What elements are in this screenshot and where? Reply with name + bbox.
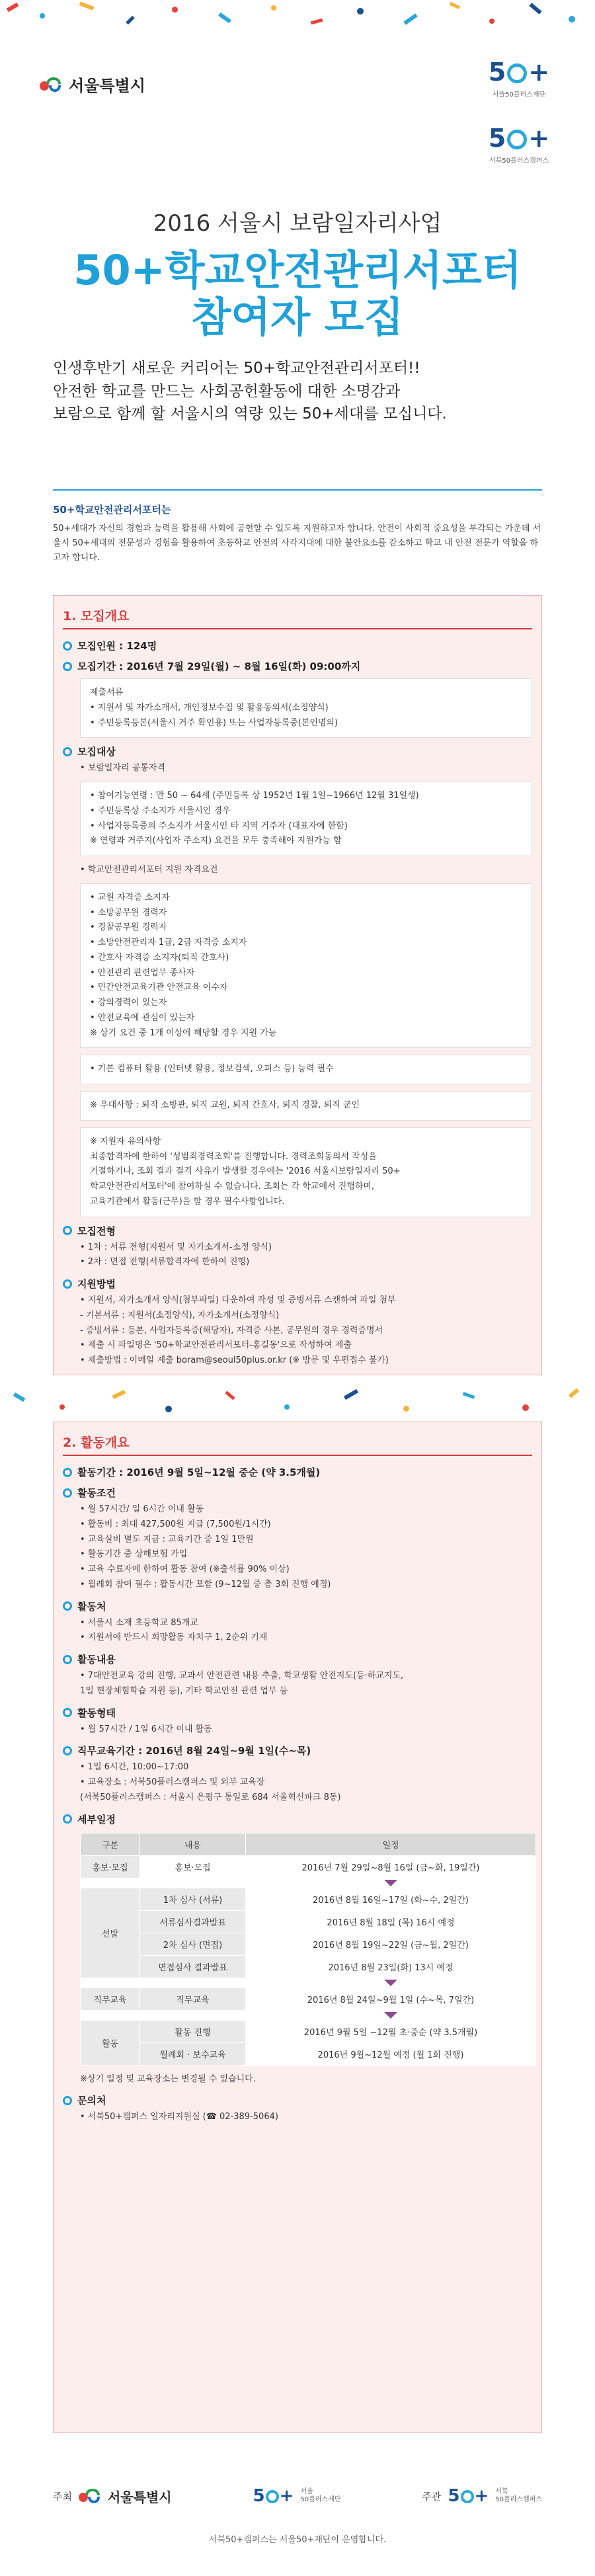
notice-line: ※ 지원자 유의사항 <box>90 1136 161 1147</box>
footer-logos <box>53 2486 542 2506</box>
header <box>0 53 595 185</box>
circle-bullet-icon <box>63 1708 72 1717</box>
mid-decoration <box>0 1382 595 1422</box>
documents-title: 제출서류 <box>90 688 124 698</box>
top-decoration <box>0 0 595 40</box>
condition-title: 활동조건 <box>63 1486 532 1500</box>
footer-note: 서북50+캠퍼스는 서울50+재단이 운영합니다. <box>208 2535 387 2545</box>
section-heading: 1. 모집개요 <box>63 606 532 629</box>
circle-bullet-icon <box>63 641 72 651</box>
form-title: 활동형태 <box>63 1706 532 1720</box>
seoul-logo <box>40 73 145 96</box>
organizer-label: 주관 <box>422 2490 442 2503</box>
foundation-group <box>253 2486 341 2506</box>
circle-bullet-icon <box>63 1279 72 1289</box>
list-item: • 주민등록상 주소지가 서울시인 경우 <box>90 805 231 816</box>
table-header-row <box>81 1833 536 1855</box>
intro-line: 안전한 학교를 만드는 사회공헌활동에 대한 소명감과 <box>53 382 401 400</box>
list-item: • 활동기간 중 상해보험 가입 <box>80 1549 188 1560</box>
apply-list <box>63 1293 532 1369</box>
special-sub: • 학교안전관리서포터 지원 자격요건 <box>80 865 218 875</box>
list-item: • 활동비 : 최대 427,500원 지급 (7,500원/1시간) <box>80 1519 271 1529</box>
down-arrow-icon <box>384 1980 397 1986</box>
circle-bullet-icon <box>63 1814 72 1824</box>
documents-box <box>80 678 532 738</box>
table-row <box>81 1888 536 1910</box>
circle-bullet-icon <box>63 747 72 756</box>
list-item: (서북50플러스캠퍼스 : 서울시 은평구 통일로 684 서울혁신파크 8동) <box>80 1792 341 1802</box>
intro-line: 보람으로 함께 할 서울시의 역량 있는 50+세대를 모십니다. <box>53 405 447 423</box>
table-cell: 선발 <box>81 1888 140 1978</box>
table-cell: 면접심사 결과발표 <box>140 1955 246 1978</box>
list-item: • 서울시 소재 초등학교 85개교 <box>80 1617 198 1628</box>
table-cell: 2016년 8월 19일~22일 (금~월, 2일간) <box>246 1933 536 1955</box>
circle-bullet-icon <box>63 1655 72 1664</box>
table-cell: 2차 심사 (면접) <box>140 1933 246 1955</box>
seoul-logo-text: 서울특별시 <box>69 77 145 95</box>
table-cell: 월례회 · 보수교육 <box>140 2042 246 2065</box>
table-cell: 서류심사결과발표 <box>140 1910 246 1933</box>
table-cell: 활동 진행 <box>140 2020 246 2042</box>
table-cell: 활동 <box>81 2020 140 2065</box>
table-cell: 1차 심사 (서류) <box>140 1888 246 1910</box>
notice-line: 학교안전관리서포터'에 참여하실 수 없습니다. 조회는 각 학교에서 진행하며, <box>90 1182 375 1191</box>
seoul-emblem-icon <box>79 2487 101 2505</box>
list-item: • 교육 수료자에 한하여 활동 참여 (※출석률 90% 이상) <box>80 1564 290 1574</box>
circle-bullet-icon <box>63 1746 72 1755</box>
activity-period: 활동기간 : 2016년 9월 5일~12월 중순 (약 3.5개월) <box>63 1465 532 1479</box>
schedule-title: 세부일정 <box>63 1812 532 1826</box>
list-item: • 소방안전관리자 1급, 2급 자격증 소지자 <box>90 938 247 947</box>
list-item: • 월례회 참여 필수 : 활동시간 포함 (9~12월 중 총 3회 진행 예정) <box>80 1579 331 1590</box>
education-list <box>63 1760 532 1805</box>
foundation-sub: 서울 50플러스재단 <box>300 2488 341 2503</box>
divider <box>53 489 542 491</box>
page-title-line-2: 참여자 모집 <box>191 293 404 342</box>
arrow-row <box>81 2010 536 2020</box>
table-cell: 2016년 8월 24일~9월 1일 (수~목, 7일간) <box>246 1988 536 2010</box>
list-item: • 7대안전교육 강의 진행, 교과서 안전관련 내용 추출, 학교생활 안전지도(등·하교지도, <box>80 1671 404 1681</box>
condition-list <box>63 1502 532 1593</box>
host-name: 서울특별시 <box>107 2489 172 2505</box>
campus-logo <box>483 126 555 165</box>
special-qualification-box <box>80 883 532 1049</box>
table-row <box>81 1910 536 1933</box>
common-qualification-box <box>80 782 532 856</box>
target-sub: • 보람일자리 공통자격 <box>80 763 165 774</box>
table-cell: 직무교육 <box>81 1988 140 2010</box>
table-cell: 2016년 8월 18일 (목) 16시 예정 <box>246 1910 536 1933</box>
campus-logo-sub: 서북50플러스캠퍼스 <box>489 157 549 165</box>
schedule-table <box>80 1833 536 2066</box>
foundation-logo-sub: 서울50플러스재단 <box>492 91 546 99</box>
title-block <box>0 205 595 341</box>
arrow-row <box>81 1878 536 1888</box>
list-item: • 제출 시 파일명은 '50+학교안전관리서포터-홍길동'으로 작성하여 제출 <box>80 1340 352 1351</box>
host-group <box>53 2487 172 2506</box>
list-item: • 간호사 자격증 소지자(퇴직 간호사) <box>90 952 229 963</box>
table-cell: 2016년 9월 5일 ~12월 초·중순 (약 3.5개월) <box>246 2020 536 2042</box>
schedule-note: ※상기 일정 및 교육장소는 변경될 수 있습니다. <box>80 2073 256 2084</box>
priority-box: ※ 우대사항 : 퇴직 소방관, 퇴직 교원, 퇴직 간호사, 퇴직 경찰, 퇴직 군인 <box>80 1091 532 1121</box>
intro-line: 인생후반기 새로운 커리어는 50+학교안전관리서포터!! <box>53 360 420 377</box>
host-label: 주최 <box>53 2490 72 2503</box>
process-list <box>63 1240 532 1271</box>
circle-bullet-icon <box>63 2096 72 2105</box>
section-heading: 2. 활동개요 <box>63 1433 532 1456</box>
list-item: • 소방공무원 경력자 <box>90 907 167 918</box>
circle-bullet-icon <box>63 1488 72 1498</box>
computer-skill-box: • 기본 컴퓨터 활용 (인터넷 활용, 정보검색, 오피스 등) 능력 필수 <box>80 1055 532 1084</box>
place-title: 활동처 <box>63 1599 532 1613</box>
activity-overview-box <box>53 1422 542 2433</box>
form-list <box>63 1722 532 1738</box>
table-cell: 홍보·모집 <box>140 1855 246 1878</box>
about-text: 50+세대가 자신의 경험과 능력을 활용해 사회에 공헌할 수 있도록 지원하고자 합니다. 안전이 사회적 중요성을 부각되는 가운데 서울시 50+세대의 전문성과 경험을 활용하여 초등학교 안전의 사각지대에 대한 불안요소를 감소하고 학교 내 안전 전문가 역할을 하고자 합니다. <box>53 524 541 563</box>
list-item: • 지원서에 반드시 희망활동 자치구 1, 2순위 기재 <box>80 1632 268 1643</box>
list-item: - 증빙서류 : 등본, 사업자등록증(해당자), 자격증 사본, 공무원의 경우 경력증명서 <box>80 1325 383 1336</box>
list-item: • 지원서 및 자가소개서, 개인정보수집 및 활용동의서(소정양식) <box>90 702 329 713</box>
seoul-emblem-icon <box>40 76 62 93</box>
list-item: • 주민등록등본(서울시 거주 확인용) 또는 사업자등록증(본인명의) <box>90 717 338 728</box>
contact-info: • 서북50+캠퍼스 일자리지원실 (☎ 02-389-5064) <box>80 2112 278 2122</box>
circle-bullet-icon <box>63 1468 72 1477</box>
down-arrow-icon <box>384 1880 397 1886</box>
list-item: • 제출방법 : 이메일 제출 boram@seoul50plus.or.kr (※ 방문 및 우편접수 불가) <box>80 1355 389 1365</box>
recruit-count: 모집인원 : 124명 <box>63 639 532 653</box>
contact-title: 문의처 <box>63 2093 532 2107</box>
list-item: • 사업자등록증의 주소지가 서울시인 타 지역 거주자 (대표자에 한함) <box>90 821 348 831</box>
list-item: • 교육실비 별도 지급 : 교육기간 중 1일 1만원 <box>80 1534 254 1545</box>
footer <box>0 2460 595 2576</box>
list-item: • 지원서, 자가소개서 양식(첨부파일) 다운하여 작성 및 증빙서류 스캔하여 파일 첨부 <box>80 1295 396 1305</box>
table-row <box>81 1955 536 1978</box>
table-row <box>81 1933 536 1955</box>
target-title: 모집대상 <box>63 745 532 758</box>
table-row <box>81 1855 536 1878</box>
education-title: 직무교육기간 : 2016년 8월 24일~9월 1일(수~목) <box>63 1744 532 1757</box>
page-title-line-1: 50+학교안전관리서포터 <box>73 246 522 294</box>
page-title <box>0 247 595 341</box>
table-row <box>81 2020 536 2042</box>
notice-box <box>80 1127 532 1217</box>
content-list <box>63 1669 532 1699</box>
table-cell: 2016년 7월 29일~8월 16일 (금~화, 19일간) <box>246 1855 536 1878</box>
list-item: • 민간안전교육기관 안전교육 이수자 <box>90 983 228 993</box>
list-item: - 기본서류 : 지원서(소정양식), 자가소개서(소정양식) <box>80 1310 280 1320</box>
content-title: 활동내용 <box>63 1652 532 1666</box>
table-cell: 2016년 9월~12월 예정 (월 1회 진행) <box>246 2042 536 2065</box>
list-item: • 월 57시간 / 1일 6시간 이내 활동 <box>80 1724 212 1734</box>
title-year: 2016 서울시 보람일자리사업 <box>153 210 442 237</box>
list-item: ※ 연령과 거주지(사업자 주소지) 요건을 모두 충족해야 지원가능 함 <box>90 836 342 846</box>
table-cell: 홍보·모집 <box>81 1855 140 1878</box>
list-item: • 1차 : 서류 전형(지원서 및 자가소개서-소정 양식) <box>80 1242 272 1252</box>
table-cell: 2016년 8월 23일(화) 13시 예정 <box>246 1955 536 1978</box>
plus-logo-mark: 5 + <box>488 58 550 87</box>
list-item: • 경찰공무원 경력자 <box>90 922 167 933</box>
organizer-sub: 서북 50플러스캠퍼스 <box>495 2488 542 2503</box>
notice-line: 최종합격자에 한하여 '성범죄경력조회'를 진행합니다. 경력조회동의서 작성을 <box>90 1151 377 1162</box>
about-section <box>53 503 542 565</box>
apply-title: 지원방법 <box>63 1277 532 1291</box>
down-arrow-icon <box>384 2012 397 2019</box>
arrow-row <box>81 1978 536 1988</box>
table-header: 구분 <box>81 1833 140 1855</box>
circle-bullet-icon <box>63 662 72 671</box>
list-item: • 월 57시간/ 일 6시간 이내 활동 <box>80 1504 204 1514</box>
foundation-logo <box>483 60 555 99</box>
table-cell: 직무교육 <box>140 1988 246 2010</box>
notice-line: 거절하거나, 조회 결과 결격 사유가 발생할 경우에는 '2016 서울시보람일자리 50+ <box>90 1166 401 1177</box>
table-row <box>81 2042 536 2065</box>
list-item: • 안전관리 관련업무 종사자 <box>90 967 195 978</box>
list-item: • 2차 : 면접 전형(서류합격자에 한하여 진행) <box>80 1257 250 1268</box>
intro-text <box>53 357 555 426</box>
organizer-group <box>422 2486 542 2506</box>
about-title: 50+학교안전관리서포터는 <box>53 504 171 516</box>
plus-logo-mark: 5 + <box>448 2486 489 2506</box>
process-title: 모집전형 <box>63 1224 532 1238</box>
table-cell: 2016년 8월 16일~17일 (화~수, 2일간) <box>246 1888 536 1910</box>
table-row <box>81 1988 536 2010</box>
notice-line: 교육기관에서 활동(근무)을 할 경우 필수사항입니다. <box>90 1196 285 1207</box>
list-item: • 교원 자격증 소지자 <box>90 892 170 903</box>
plus-logo-mark: 5 + <box>253 2486 294 2506</box>
circle-bullet-icon <box>63 1601 72 1611</box>
list-item: • 교육장소 : 서북50플러스캠퍼스 및 외부 교육장 <box>80 1777 265 1787</box>
list-item: ※ 상기 요건 중 1개 이상에 해당할 경우 지원 가능 <box>90 1027 277 1038</box>
list-item: • 강의경력이 있는자 <box>90 998 167 1008</box>
place-list <box>63 1616 532 1646</box>
list-item: 1일 현장체험학습 지원 등), 기타 학교안전 관련 업무 등 <box>80 1685 288 1696</box>
recruitment-overview-box <box>53 595 542 1375</box>
recruit-period: 모집기간 : 2016년 7월 29일(월) ~ 8월 16일(화) 09:00까지 <box>63 659 532 673</box>
table-header: 일정 <box>246 1833 536 1855</box>
list-item: • 1일 6시간, 10:00~17:00 <box>80 1762 189 1773</box>
list-item: • 참여기능연령 : 만 50 ~ 64세 (주민등록 상 1952년 1월 1일~1966년 12월 31일생) <box>90 791 419 801</box>
plus-logo-mark: 5 + <box>488 124 550 153</box>
list-item: • 안전교육에 관심이 있는자 <box>90 1012 195 1023</box>
table-header: 내용 <box>140 1833 246 1855</box>
circle-bullet-icon <box>63 1226 72 1235</box>
